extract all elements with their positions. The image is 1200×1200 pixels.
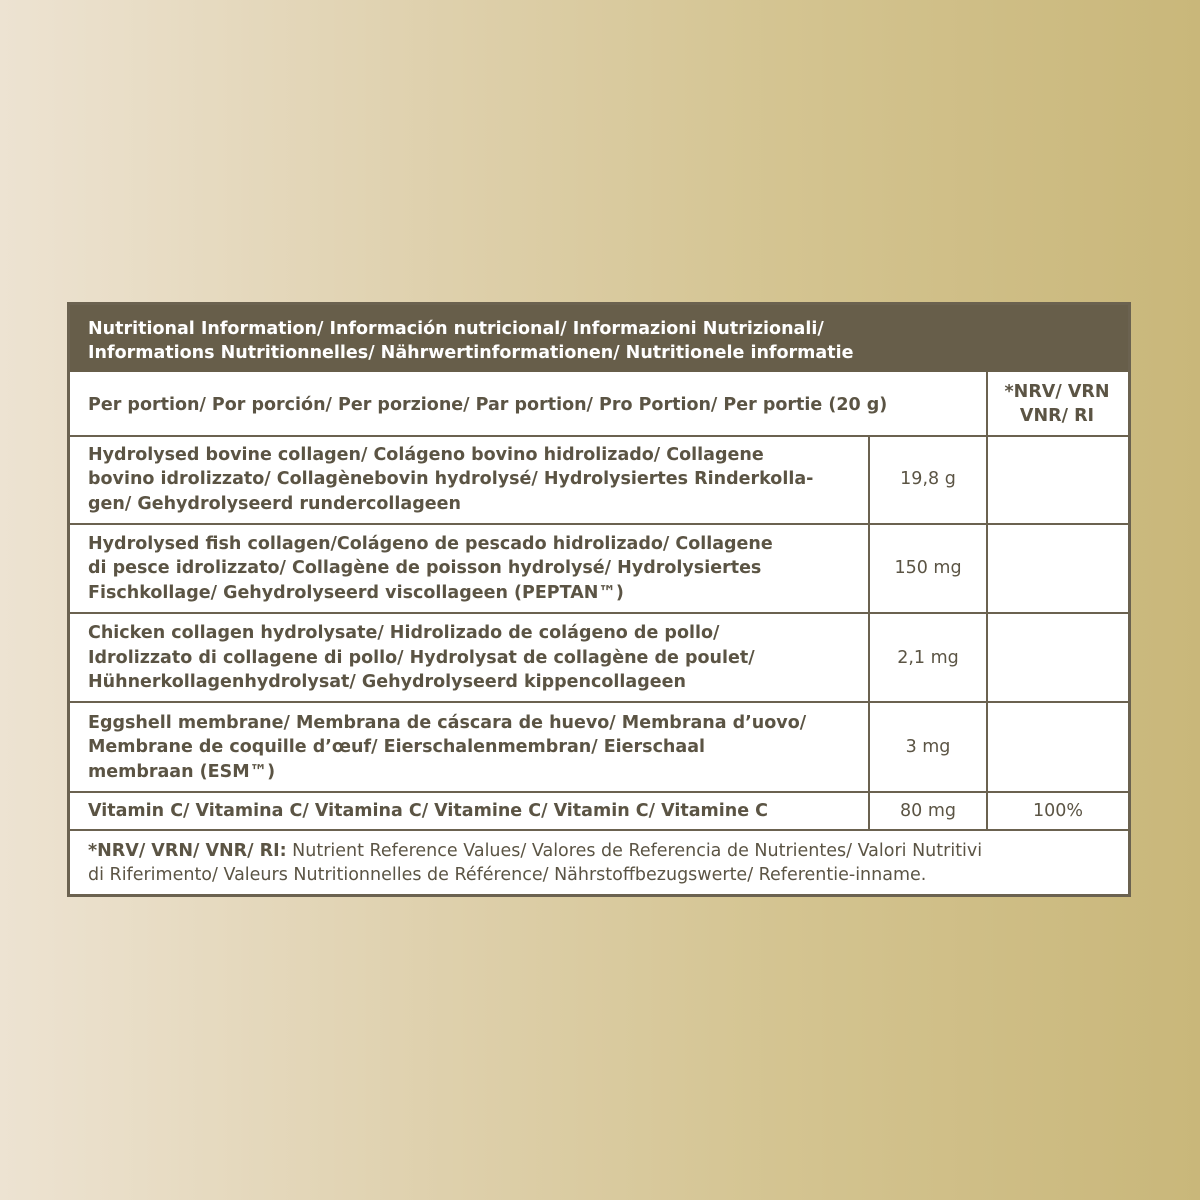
row-3-nrv bbox=[988, 615, 1128, 701]
row-3-name-line-3: Hühnerkollagenhydrolysat/ Gehydrolyseerd kippencollageen bbox=[88, 672, 686, 693]
column-divider bbox=[986, 372, 988, 829]
nutrition-table bbox=[67, 302, 1131, 897]
footnote bbox=[88, 831, 1118, 895]
table-header bbox=[70, 305, 1128, 372]
row-3-name-line-2: Idrolizzato di collagene di pollo/ Hydrolysat de collagène de poulet/ bbox=[88, 647, 755, 668]
row-4-nrv bbox=[988, 704, 1128, 791]
footnote-line-2: di Riferimento/ Valeurs Nutritionnelles de Référence/ Nährstoffbezugswerte/ Referentie-inname. bbox=[88, 865, 927, 885]
row-2-name-line-2: di pesce idrolizzato/ Collagène de poisson hydrolysé/ Hydrolysiertes bbox=[88, 558, 762, 579]
divider bbox=[70, 791, 1128, 793]
row-5-amount: 80 mg bbox=[900, 801, 956, 822]
footnote-line-1 bbox=[88, 839, 982, 864]
divider bbox=[70, 435, 1128, 437]
column-divider bbox=[868, 435, 870, 829]
row-1-name bbox=[88, 443, 813, 517]
row-2-name-line-3: Fischkollage/ Gehydrolyseerd viscollageen (PEPTAN™) bbox=[88, 582, 624, 603]
row-1-nrv bbox=[988, 437, 1128, 522]
row-4-name bbox=[88, 711, 806, 785]
row-3-name bbox=[88, 621, 755, 695]
row-1-name-line-1: Hydrolysed bovine collagen/ Colágeno bovino hidrolizado/ Collagene bbox=[88, 444, 764, 465]
row-2-name-line-1: Hydrolysed fish collagen/Colágeno de pescado hidrolizado/ Collagene bbox=[88, 533, 773, 554]
nrv-header bbox=[986, 372, 1128, 435]
nrv-header-line-2: VNR/ RI bbox=[1019, 405, 1095, 426]
row-4-amount: 3 mg bbox=[905, 737, 951, 758]
table-row-name bbox=[88, 794, 868, 829]
table-row-name bbox=[88, 615, 868, 701]
row-1-amount: 19,8 g bbox=[900, 469, 956, 490]
table-row-name bbox=[88, 525, 868, 612]
portion-label bbox=[88, 375, 988, 435]
row-5-name: Vitamin C/ Vitamina C/ Vitamina C/ Vitamine C/ Vitamin C/ Vitamine C bbox=[88, 801, 768, 822]
nrv-header-line-1: *NRV/ VRN bbox=[1004, 381, 1110, 402]
row-2-name bbox=[88, 532, 773, 606]
row-3-name-line-1: Chicken collagen hydrolysate/ Hidrolizado de colágeno de pollo/ bbox=[88, 623, 720, 644]
header-line-2: Informations Nutritionnelles/ Nährwertinformationen/ Nutritionele informatie bbox=[88, 343, 854, 363]
table-row-name bbox=[88, 437, 868, 522]
header-line-1: Nutritional Information/ Información nutricional/ Informazioni Nutrizionali/ bbox=[88, 319, 824, 339]
footnote-term: *NRV/ VRN/ VNR/ RI: bbox=[88, 840, 287, 861]
divider bbox=[70, 523, 1128, 525]
row-4-name-line-2: Membrane de coquille d’œuf/ Eierschalenmembran/ Eierschaal bbox=[88, 737, 706, 758]
row-4-name-line-1: Eggshell membrane/ Membrana de cáscara de huevo/ Membrana d’uovo/ bbox=[88, 712, 807, 733]
row-3-amount: 2,1 mg bbox=[897, 647, 959, 668]
portion-label-text: Per portion/ Por porción/ Per porzione/ Par portion/ Pro Portion/ Per portie (20 g) bbox=[88, 394, 888, 415]
divider bbox=[70, 612, 1128, 614]
row-2-amount: 150 mg bbox=[894, 558, 962, 579]
row-1-name-line-2: bovino idrolizzato/ Collagènebovin hydrolysé/ Hydrolysiertes Rinderkolla- bbox=[88, 469, 814, 490]
divider bbox=[70, 701, 1128, 703]
row-5-nrv: 100% bbox=[1032, 801, 1084, 822]
row-2-nrv bbox=[988, 525, 1128, 612]
row-1-name-line-3: gen/ Gehydrolyseerd rundercollageen bbox=[88, 493, 461, 514]
table-row-name bbox=[88, 704, 868, 791]
row-4-name-line-3: membraan (ESM™) bbox=[88, 761, 276, 782]
divider bbox=[70, 829, 1128, 831]
footnote-definition: Nutrient Reference Values/ Valores de Referencia de Nutrientes/ Valori Nutritivi bbox=[286, 840, 983, 861]
